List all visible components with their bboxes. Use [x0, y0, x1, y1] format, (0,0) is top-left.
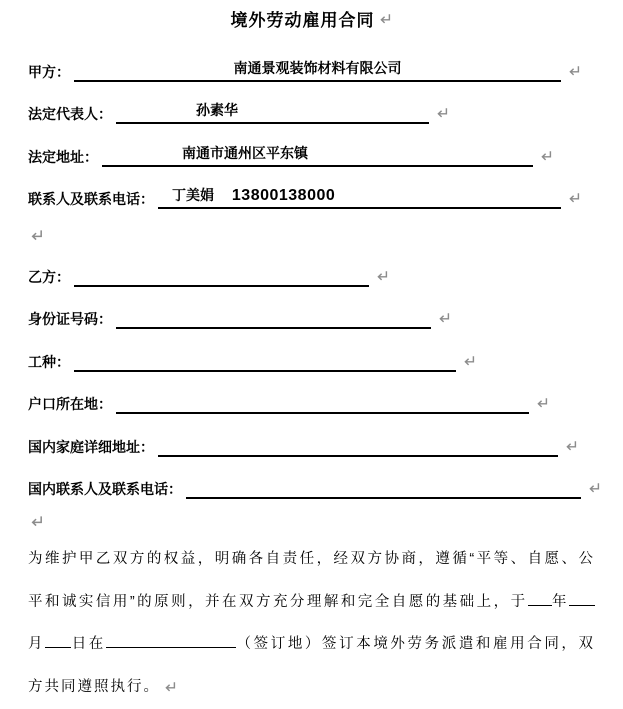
closing-paragraph	[28, 538, 595, 708]
legal-representative-value: 孙素华	[196, 102, 238, 118]
job-type-blank[interactable]	[74, 348, 456, 372]
party-a-blank[interactable]	[74, 58, 561, 82]
contact-name-value: 丁美娟	[172, 187, 214, 203]
legal-representative-blank[interactable]	[116, 100, 429, 124]
field-row-id-number	[28, 305, 452, 329]
home-address-blank[interactable]	[158, 433, 558, 457]
field-row-household-registration	[28, 390, 550, 414]
legal-address-value: 南通市通州区平东镇	[182, 145, 308, 161]
field-row-domestic-contact	[28, 475, 602, 499]
paragraph-mark-icon	[534, 395, 550, 411]
household-registration-label: 户口所在地：	[28, 396, 112, 412]
contact-phone-blank[interactable]	[158, 185, 561, 209]
paragraph-mark-icon	[28, 227, 45, 244]
paragraph-mark-icon	[563, 438, 579, 454]
legal-address-label: 法定地址：	[28, 149, 98, 165]
year-label: 年	[551, 593, 570, 610]
month-blank[interactable]	[569, 591, 595, 606]
month-label: 月	[28, 636, 46, 652]
day-blank[interactable]	[45, 633, 71, 648]
home-address-label: 国内家庭详细地址：	[28, 439, 154, 455]
closing-text-part1: 为维护甲乙双方的权益，明确各自责任，经双方协商，遵循“平等、自愿、公平和诚实信用”的原则，并在双方充分理解和完全自愿的基础上，于	[28, 551, 595, 610]
field-row-contact-phone	[28, 185, 582, 209]
job-type-label: 工种：	[28, 354, 70, 370]
paragraph-mark-icon	[28, 513, 45, 530]
signing-place-blank[interactable]	[106, 633, 236, 648]
paragraph-mark-icon	[586, 480, 602, 496]
paragraph-mark-icon	[162, 679, 178, 695]
legal-representative-label: 法定代表人：	[28, 106, 112, 122]
id-number-blank[interactable]	[116, 305, 431, 329]
paragraph-mark-icon	[434, 105, 450, 121]
closing-text-part2: （签订地）签订本境外劳务派遣和雇用合同，双方共同遵照执行。	[28, 636, 596, 695]
paragraph-mark-icon	[461, 353, 477, 369]
id-number-label: 身份证号码：	[28, 311, 112, 327]
party-a-label: 甲方：	[28, 64, 70, 80]
document-title: 境外劳动雇用合同	[230, 11, 375, 30]
field-row-home-address	[28, 433, 579, 457]
field-row-party-a	[28, 58, 582, 82]
field-row-legal-representative	[28, 100, 450, 124]
contact-phone-value: 13800138000	[231, 187, 336, 204]
domestic-contact-label: 国内联系人及联系电话：	[28, 481, 182, 497]
domestic-contact-blank[interactable]	[186, 475, 581, 499]
paragraph-mark-icon	[377, 11, 393, 27]
year-blank[interactable]	[528, 591, 552, 606]
paragraph-mark-icon	[374, 268, 390, 284]
legal-address-blank[interactable]	[102, 143, 533, 167]
paragraph-mark-icon	[566, 63, 582, 79]
party-b-blank[interactable]	[74, 263, 369, 287]
paragraph-mark-icon	[566, 190, 582, 206]
paragraph-mark-icon	[538, 148, 554, 164]
field-row-party-b	[28, 263, 390, 287]
party-a-value: 南通景观装饰材料有限公司	[233, 60, 402, 76]
field-row-legal-address	[28, 143, 554, 167]
field-row-job-type	[28, 348, 477, 372]
title-row	[0, 6, 623, 31]
contact-phone-label: 联系人及联系电话：	[28, 191, 154, 207]
paragraph-mark-icon	[436, 310, 452, 326]
household-registration-blank[interactable]	[116, 390, 529, 414]
party-b-label: 乙方：	[28, 269, 70, 285]
day-label: 日在	[71, 636, 106, 652]
